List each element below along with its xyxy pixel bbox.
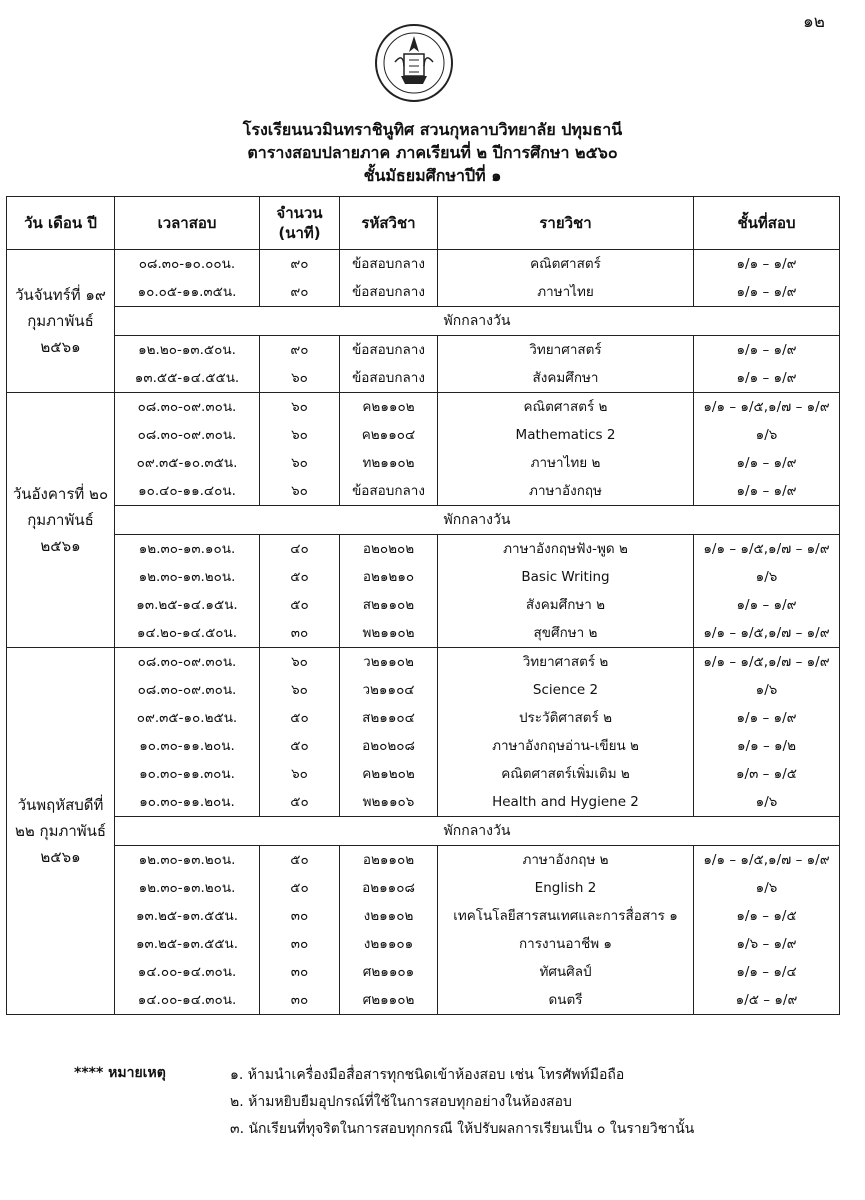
table-row (7, 676, 840, 704)
school-emblem-icon (373, 22, 455, 104)
cell-time: ๑๔.๒๐-๑๔.๕๐น. (115, 619, 260, 648)
table-row (7, 986, 840, 1015)
grade-level: ชั้นมัธยมศึกษาปีที่ ๑ (363, 166, 502, 185)
table-header-row (7, 197, 840, 250)
cell-time: ๐๘.๓๐-๐๙.๓๐น. (115, 676, 260, 704)
cell-time: ๑๒.๓๐-๑๓.๒๐น. (115, 846, 260, 875)
school-name: โรงเรียนนวมินทราชินูทิศ สวนกุหลาบวิทยาลัย ปทุมธานี (242, 120, 623, 139)
cell-rooms: ๑/๓ – ๑/๕ (694, 760, 840, 788)
page-number: ๑๒ (803, 12, 825, 32)
cell-subject: สังคมศึกษา (438, 364, 694, 393)
cell-time: ๑๒.๒๐-๑๓.๕๐น. (115, 336, 260, 365)
cell-minutes: ๖๐ (260, 477, 340, 506)
cell-rooms: ๑/๑ – ๑/๕ (694, 902, 840, 930)
cell-rooms: ๑/๑ – ๑/๙ (694, 704, 840, 732)
exam-schedule-body (7, 250, 840, 1015)
cell-code: ง๒๑๑๐๑ (340, 930, 438, 958)
table-row (7, 364, 840, 393)
cell-code: ข้อสอบกลาง (340, 278, 438, 307)
cell-minutes: ๔๐ (260, 535, 340, 564)
cell-subject: ภาษาอังกฤษ ๒ (438, 846, 694, 875)
cell-rooms: ๑/๑ – ๑/๕,๑/๗ – ๑/๙ (694, 535, 840, 564)
cell-subject: สังคมศึกษา ๒ (438, 591, 694, 619)
column-header-subject: รายวิชา (438, 197, 694, 250)
cell-time: ๑๔.๐๐-๑๔.๓๐น. (115, 958, 260, 986)
lunch-break-label: พักกลางวัน (115, 307, 840, 336)
cell-code: ว๒๑๑๐๒ (340, 648, 438, 677)
table-row (7, 732, 840, 760)
table-row (7, 250, 840, 279)
cell-code: อ๒๑๑๐๒ (340, 846, 438, 875)
cell-subject: ภาษาอังกฤษ (438, 477, 694, 506)
cell-code: ศ๒๑๑๐๑ (340, 958, 438, 986)
cell-time: ๑๓.๒๕-๑๔.๑๕น. (115, 591, 260, 619)
cell-subject: Mathematics 2 (438, 421, 694, 449)
cell-subject: ภาษาไทย (438, 278, 694, 307)
table-row (7, 477, 840, 506)
note-item: ๑. ห้ามนำเครื่องมือสื่อสารทุกชนิดเข้าห้องสอบ เช่น โทรศัพท์มือถือ (230, 1067, 625, 1083)
notes-list (230, 1062, 694, 1143)
schedule-title: ตารางสอบปลายภาค ภาคเรียนที่ ๒ ปีการศึกษา ๒๕๖๐ (247, 143, 618, 162)
column-header-date: วัน เดือน ปี (7, 197, 115, 250)
cell-subject: ดนตรี (438, 986, 694, 1015)
cell-minutes: ๕๐ (260, 563, 340, 591)
cell-rooms: ๑/๑ – ๑/๕,๑/๗ – ๑/๙ (694, 619, 840, 648)
cell-subject: วิทยาศาสตร์ (438, 336, 694, 365)
cell-minutes: ๖๐ (260, 421, 340, 449)
cell-subject: คณิตศาสตร์เพิ่มเติม ๒ (438, 760, 694, 788)
cell-rooms: ๑/๑ – ๑/๕,๑/๗ – ๑/๙ (694, 846, 840, 875)
table-row (7, 393, 840, 422)
cell-rooms: ๑/๑ – ๑/๙ (694, 336, 840, 365)
cell-minutes: ๙๐ (260, 336, 340, 365)
lunch-break-row (7, 817, 840, 846)
cell-subject: เทคโนโลยีสารสนเทศและการสื่อสาร ๑ (438, 902, 694, 930)
cell-subject: Health and Hygiene 2 (438, 788, 694, 817)
cell-subject: วิทยาศาสตร์ ๒ (438, 648, 694, 677)
lunch-break-label: พักกลางวัน (115, 817, 840, 846)
column-header-rooms: ชั้นที่สอบ (694, 197, 840, 250)
cell-code: อ๒๐๒๐๘ (340, 732, 438, 760)
cell-time: ๑๐.๓๐-๑๑.๒๐น. (115, 788, 260, 817)
cell-code: ข้อสอบกลาง (340, 364, 438, 393)
exam-schedule-table (6, 196, 840, 1015)
cell-minutes: ๖๐ (260, 364, 340, 393)
cell-time: ๑๓.๕๕-๑๔.๕๕น. (115, 364, 260, 393)
cell-minutes: ๙๐ (260, 278, 340, 307)
cell-minutes: ๖๐ (260, 648, 340, 677)
lunch-break-row (7, 506, 840, 535)
column-header-code: รหัสวิชา (340, 197, 438, 250)
document-header (0, 118, 865, 187)
exam-date-cell: วันจันทร์ที่ ๑๙ กุมภาพันธ์ ๒๕๖๑ (7, 250, 115, 393)
cell-minutes: ๖๐ (260, 676, 340, 704)
cell-subject: ภาษาอังกฤษฟัง-พูด ๒ (438, 535, 694, 564)
exam-date-cell: วันพฤหัสบดีที่ ๒๒ กุมภาพันธ์ ๒๕๖๑ (7, 648, 115, 1015)
cell-rooms: ๑/๑ – ๑/๕,๑/๗ – ๑/๙ (694, 648, 840, 677)
cell-minutes: ๙๐ (260, 250, 340, 279)
table-row (7, 278, 840, 307)
table-row (7, 535, 840, 564)
column-header-minutes-line1: จำนวน (276, 204, 323, 222)
cell-time: ๑๓.๒๕-๑๓.๕๕น. (115, 902, 260, 930)
table-row (7, 704, 840, 732)
table-row (7, 619, 840, 648)
cell-rooms: ๑/๑ – ๑/๒ (694, 732, 840, 760)
cell-code: ข้อสอบกลาง (340, 250, 438, 279)
cell-code: ค๒๑๒๐๒ (340, 760, 438, 788)
cell-rooms: ๑/๖ (694, 563, 840, 591)
cell-code: ค๒๑๑๐๔ (340, 421, 438, 449)
cell-rooms: ๑/๑ – ๑/๕,๑/๗ – ๑/๙ (694, 393, 840, 422)
cell-minutes: ๓๐ (260, 958, 340, 986)
cell-subject: English 2 (438, 874, 694, 902)
cell-minutes: ๓๐ (260, 986, 340, 1015)
cell-rooms: ๑/๑ – ๑/๙ (694, 477, 840, 506)
cell-rooms: ๑/๑ – ๑/๔ (694, 958, 840, 986)
table-row (7, 930, 840, 958)
cell-minutes: ๕๐ (260, 591, 340, 619)
table-row (7, 648, 840, 677)
lunch-break-row (7, 307, 840, 336)
table-row (7, 421, 840, 449)
table-row (7, 336, 840, 365)
cell-time: ๑๐.๓๐-๑๑.๒๐น. (115, 732, 260, 760)
cell-minutes: ๓๐ (260, 930, 340, 958)
table-row (7, 958, 840, 986)
cell-rooms: ๑/๖ (694, 421, 840, 449)
cell-code: ง๒๑๑๐๒ (340, 902, 438, 930)
cell-minutes: ๖๐ (260, 393, 340, 422)
cell-rooms: ๑/๑ – ๑/๙ (694, 278, 840, 307)
cell-subject: Science 2 (438, 676, 694, 704)
cell-time: ๐๘.๓๐-๑๐.๐๐น. (115, 250, 260, 279)
table-row (7, 591, 840, 619)
cell-code: ว๒๑๑๐๔ (340, 676, 438, 704)
cell-subject: ภาษาอังกฤษอ่าน-เขียน ๒ (438, 732, 694, 760)
cell-time: ๐๘.๓๐-๐๙.๓๐น. (115, 421, 260, 449)
table-row (7, 902, 840, 930)
lunch-break-label: พักกลางวัน (115, 506, 840, 535)
cell-rooms: ๑/๑ – ๑/๙ (694, 449, 840, 477)
cell-subject: ทัศนศิลป์ (438, 958, 694, 986)
cell-subject: คณิตศาสตร์ ๒ (438, 393, 694, 422)
table-row (7, 449, 840, 477)
cell-rooms: ๑/๑ – ๑/๙ (694, 250, 840, 279)
cell-subject: คณิตศาสตร์ (438, 250, 694, 279)
column-header-time: เวลาสอบ (115, 197, 260, 250)
notes-label: **** หมายเหตุ (74, 1065, 166, 1081)
cell-time: ๐๘.๓๐-๐๙.๓๐น. (115, 393, 260, 422)
cell-rooms: ๑/๑ – ๑/๙ (694, 591, 840, 619)
cell-time: ๑๒.๓๐-๑๓.๑๐น. (115, 535, 260, 564)
cell-rooms: ๑/๖ – ๑/๙ (694, 930, 840, 958)
cell-minutes: ๓๐ (260, 902, 340, 930)
table-row (7, 760, 840, 788)
cell-minutes: ๓๐ (260, 619, 340, 648)
cell-time: ๑๓.๒๕-๑๓.๕๕น. (115, 930, 260, 958)
cell-time: ๑๐.๔๐-๑๑.๔๐น. (115, 477, 260, 506)
cell-subject: การงานอาชีพ ๑ (438, 930, 694, 958)
cell-minutes: ๕๐ (260, 846, 340, 875)
cell-time: ๑๐.๓๐-๑๑.๓๐น. (115, 760, 260, 788)
cell-minutes: ๕๐ (260, 732, 340, 760)
cell-code: พ๒๑๑๐๖ (340, 788, 438, 817)
cell-time: ๑๒.๓๐-๑๓.๒๐น. (115, 874, 260, 902)
cell-rooms: ๑/๑ – ๑/๙ (694, 364, 840, 393)
cell-rooms: ๑/๖ (694, 788, 840, 817)
cell-code: ค๒๑๑๐๒ (340, 393, 438, 422)
cell-time: ๑๐.๐๕-๑๑.๓๕น. (115, 278, 260, 307)
cell-minutes: ๕๐ (260, 788, 340, 817)
cell-code: พ๒๑๑๐๒ (340, 619, 438, 648)
cell-rooms: ๑/๖ (694, 874, 840, 902)
cell-subject: ประวัติศาสตร์ ๒ (438, 704, 694, 732)
cell-time: ๐๙.๓๕-๑๐.๒๕น. (115, 704, 260, 732)
note-item: ๒. ห้ามหยิบยืมอุปกรณ์ที่ใช้ในการสอบทุกอย่างในห้องสอบ (230, 1094, 572, 1110)
cell-code: ส๒๑๑๐๔ (340, 704, 438, 732)
cell-code: อ๒๑๒๑๐ (340, 563, 438, 591)
cell-minutes: ๖๐ (260, 449, 340, 477)
cell-code: ท๒๑๑๐๒ (340, 449, 438, 477)
cell-code: อ๒๑๑๐๘ (340, 874, 438, 902)
cell-subject: Basic Writing (438, 563, 694, 591)
table-row (7, 874, 840, 902)
cell-subject: สุขศึกษา ๒ (438, 619, 694, 648)
cell-minutes: ๕๐ (260, 704, 340, 732)
column-header-minutes (260, 197, 340, 250)
cell-time: ๑๒.๓๐-๑๓.๒๐น. (115, 563, 260, 591)
note-item: ๓. นักเรียนที่ทุจริตในการสอบทุกกรณี ให้ปรับผลการเรียนเป็น ๐ ในรายวิชานั้น (230, 1121, 695, 1137)
cell-code: ข้อสอบกลาง (340, 336, 438, 365)
table-row (7, 563, 840, 591)
cell-rooms: ๑/๕ – ๑/๙ (694, 986, 840, 1015)
cell-time: ๐๙.๓๕-๑๐.๓๕น. (115, 449, 260, 477)
cell-time: ๑๔.๐๐-๑๔.๓๐น. (115, 986, 260, 1015)
cell-rooms: ๑/๖ (694, 676, 840, 704)
exam-date-cell: วันอังคารที่ ๒๐ กุมภาพันธ์ ๒๕๖๑ (7, 393, 115, 648)
cell-code: ส๒๑๑๐๒ (340, 591, 438, 619)
cell-minutes: ๕๐ (260, 874, 340, 902)
table-row (7, 788, 840, 817)
table-row (7, 846, 840, 875)
cell-code: ศ๒๑๑๐๒ (340, 986, 438, 1015)
cell-minutes: ๖๐ (260, 760, 340, 788)
cell-code: ข้อสอบกลาง (340, 477, 438, 506)
cell-subject: ภาษาไทย ๒ (438, 449, 694, 477)
cell-time: ๐๘.๓๐-๐๙.๓๐น. (115, 648, 260, 677)
cell-code: อ๒๐๒๐๒ (340, 535, 438, 564)
column-header-minutes-line2: (นาที) (278, 224, 321, 242)
